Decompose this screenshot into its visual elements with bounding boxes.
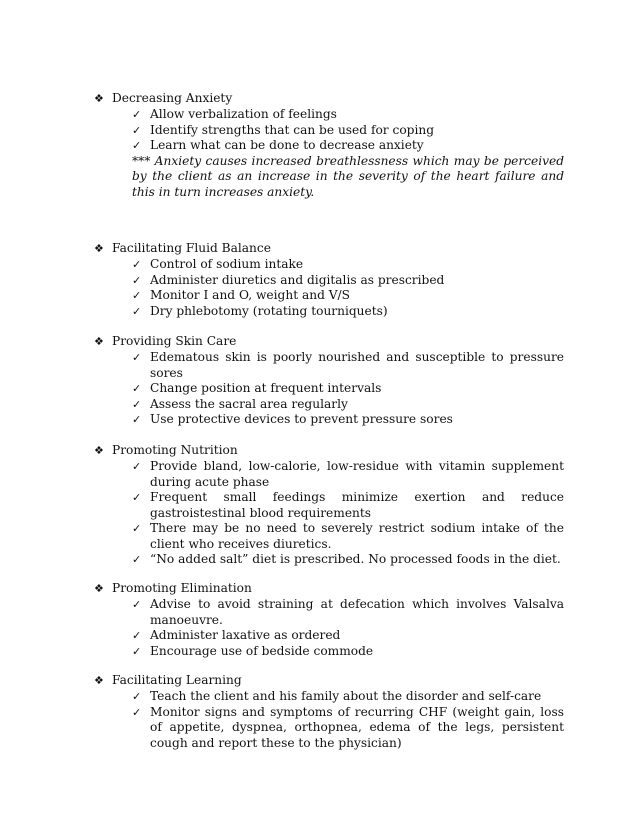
list-item-text: Use protective devices to prevent pressure sores xyxy=(150,412,453,426)
checkmark-icon: ✓ xyxy=(132,123,142,137)
list-item-text: Administer laxative as ordered xyxy=(150,628,341,642)
list-item xyxy=(132,628,564,644)
checkmark-icon: ✓ xyxy=(132,629,142,642)
section-fluid-balance xyxy=(94,241,564,319)
checkmark-icon: ✓ xyxy=(132,258,142,271)
list-item xyxy=(132,381,564,397)
diamond-bullet-icon: ❖ xyxy=(94,242,104,255)
list-item-text: Advise to avoid straining at defecation which involves Valsalva manoeuvre. xyxy=(150,597,564,627)
list-item-text: Monitor signs and symptoms of recurring CHF (weight gain, loss of appetite, dyspnea, orthopnea, edema of the legs, persistent cough and report these to the physician) xyxy=(150,704,564,750)
section-learning xyxy=(94,673,564,751)
section-heading-text: Decreasing Anxiety xyxy=(112,91,233,105)
checkmark-icon: ✓ xyxy=(132,351,142,364)
section-heading xyxy=(94,581,564,597)
checkmark-icon: ✓ xyxy=(132,304,142,318)
list-item-text: Change position at frequent intervals xyxy=(150,381,382,395)
list-item xyxy=(132,397,564,413)
list-item xyxy=(132,552,564,568)
checkmark-icon: ✓ xyxy=(132,460,142,473)
list-item-text: Allow verbalization of feelings xyxy=(150,107,337,121)
list-item xyxy=(132,490,564,521)
list-item xyxy=(132,257,564,273)
list-item xyxy=(132,521,564,552)
list-item xyxy=(132,288,564,304)
italic-note: *** Anxiety causes increased breathlessness which may be perceived by the client as an increase in the severity of the heart failure and this in turn increases anxiety. xyxy=(132,153,564,199)
diamond-bullet-icon: ❖ xyxy=(94,674,104,687)
list-item-text: Assess the sacral area regularly xyxy=(150,396,348,411)
section-heading-text: Providing Skin Care xyxy=(112,334,237,348)
list-item-text: Dry phlebotomy (rotating tourniquets) xyxy=(150,303,388,318)
checklist xyxy=(94,689,564,751)
section-nutrition xyxy=(94,443,564,568)
section-heading xyxy=(94,241,564,257)
diamond-bullet-icon: ❖ xyxy=(94,582,104,595)
list-item xyxy=(132,107,564,123)
section-decreasing-anxiety xyxy=(94,91,564,200)
list-item-text: Encourage use of bedside commode xyxy=(150,643,374,658)
list-item-text: Teach the client and his family about the disorder and self-care xyxy=(150,689,542,703)
list-item xyxy=(132,644,564,660)
list-item xyxy=(132,597,564,628)
list-item-text: Monitor I and O, weight and V/S xyxy=(150,288,351,302)
list-item xyxy=(132,138,564,154)
section-heading xyxy=(94,334,564,350)
checkmark-icon: ✓ xyxy=(132,382,142,395)
section-skin-care xyxy=(94,334,564,428)
checkmark-icon: ✓ xyxy=(132,289,142,302)
checkmark-icon: ✓ xyxy=(132,108,142,121)
checkmark-icon: ✓ xyxy=(132,522,142,535)
checkmark-icon: ✓ xyxy=(132,139,142,152)
diamond-bullet-icon: ❖ xyxy=(94,444,104,457)
section-heading xyxy=(94,673,564,689)
section-heading xyxy=(94,443,564,459)
section-elimination xyxy=(94,581,564,659)
checkmark-icon: ✓ xyxy=(132,644,142,658)
checklist xyxy=(94,107,564,154)
list-item-text: Administer diuretics and digitalis as prescribed xyxy=(150,272,445,287)
list-item xyxy=(132,273,564,289)
section-heading xyxy=(94,91,564,107)
list-item-text: Control of sodium intake xyxy=(150,257,304,271)
section-heading-text: Promoting Nutrition xyxy=(112,443,238,457)
list-item-text: Frequent small feedings minimize exertion and reduce gastroistestinal blood requirements xyxy=(150,490,564,520)
checkmark-icon: ✓ xyxy=(132,553,142,566)
list-item xyxy=(132,123,564,139)
list-item xyxy=(132,689,564,705)
checkmark-icon: ✓ xyxy=(132,690,142,703)
list-item xyxy=(132,350,564,381)
list-item-text: Edematous skin is poorly nourished and susceptible to pressure sores xyxy=(150,350,564,380)
checklist xyxy=(94,597,564,659)
list-item xyxy=(132,412,564,428)
checkmark-icon: ✓ xyxy=(132,413,142,426)
list-item xyxy=(132,304,564,320)
section-heading-text: Facilitating Learning xyxy=(112,673,242,687)
section-heading-text: Promoting Elimination xyxy=(112,581,252,595)
checkmark-icon: ✓ xyxy=(132,598,142,611)
checklist xyxy=(94,257,564,319)
list-item-text: Learn what can be done to decrease anxiety xyxy=(150,138,424,152)
checkmark-icon: ✓ xyxy=(132,397,142,411)
list-item-text: Provide bland, low-calorie, low-residue with vitamin supplement during acute phase xyxy=(150,459,564,489)
list-item-text: There may be no need to severely restrict sodium intake of the client who receives diuretics. xyxy=(150,521,564,551)
checkmark-icon: ✓ xyxy=(132,273,142,287)
checkmark-icon: ✓ xyxy=(132,491,142,504)
list-item xyxy=(132,459,564,490)
diamond-bullet-icon: ❖ xyxy=(94,335,104,348)
checklist xyxy=(94,459,564,568)
section-heading-text: Facilitating Fluid Balance xyxy=(112,241,271,255)
checkmark-icon: ✓ xyxy=(132,705,142,719)
list-item-text: Identify strengths that can be used for coping xyxy=(150,122,435,137)
checklist xyxy=(94,350,564,428)
diamond-bullet-icon: ❖ xyxy=(94,92,104,105)
list-item-text: “No added salt” diet is prescribed. No processed foods in the diet. xyxy=(150,552,561,566)
list-item xyxy=(132,705,564,752)
